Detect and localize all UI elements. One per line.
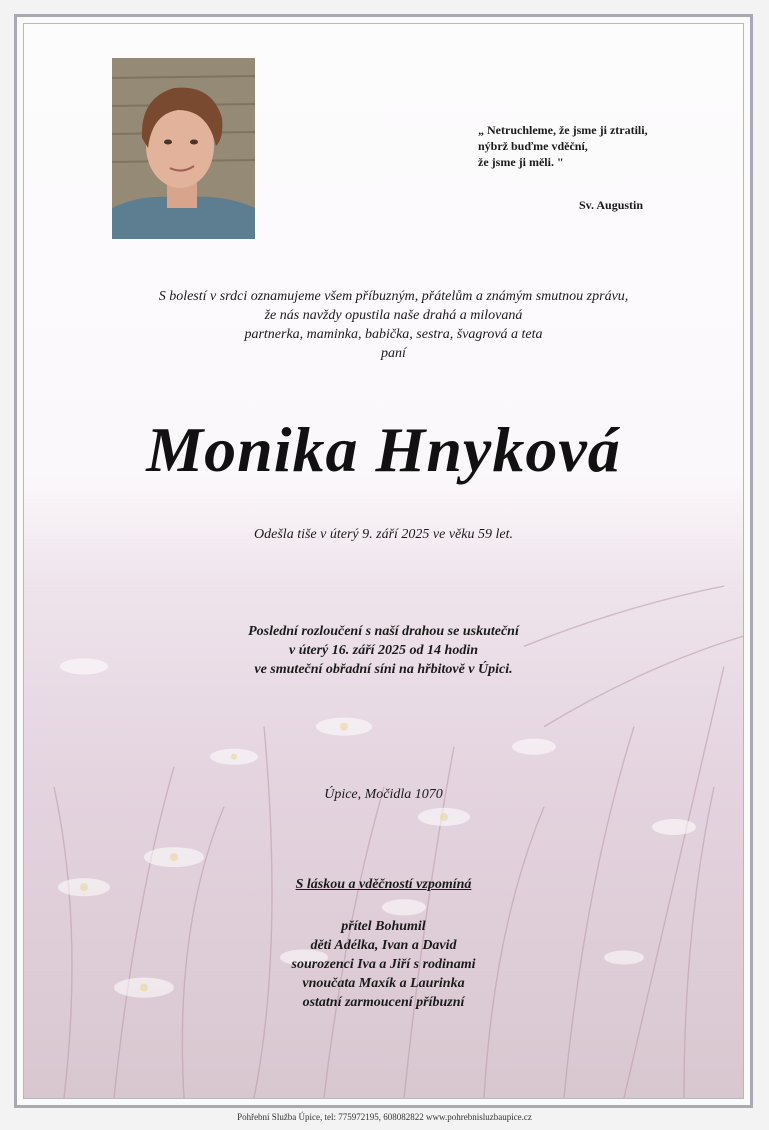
- announcement-line: S bolestí v srdci oznamujeme všem příbuzným, přátelům a známým smutnou zprávu,: [158, 289, 629, 304]
- announcement-line: paní: [381, 346, 406, 361]
- announcement-line: partnerka, maminka, babička, sestra, švagrová a teta: [244, 327, 543, 342]
- remembrance-heading: S láskou a vděčností vzpomíná: [295, 877, 472, 892]
- card-body: [23, 23, 744, 1099]
- funeral-info: [24, 622, 743, 679]
- mourner-item: děti Adélka, Ivan a David: [310, 938, 457, 953]
- footer-contact: Pohřební Služba Úpice, tel: 775972195, 608082822 www.pohrebnisluzbaupice.cz: [237, 1112, 532, 1122]
- quote-author: Sv. Augustin: [579, 198, 644, 212]
- passed-text: Odešla tiše v úterý 9. září 2025 ve věku 59 let.: [254, 527, 513, 542]
- funeral-line: Poslední rozloučení s naší drahou se uskuteční: [248, 624, 519, 639]
- mourner-item: vnoučata Maxík a Laurinka: [302, 976, 465, 991]
- mourners-list: [24, 917, 743, 1012]
- mourner-item: sourozenci Iva a Jiří s rodinami: [291, 957, 476, 972]
- address: Úpice, Močidla 1070: [324, 787, 443, 802]
- mourner-item: ostatní zarmoucení příbuzní: [302, 995, 465, 1010]
- portrait-image: [112, 58, 255, 239]
- deceased-name: Monika Hnyková: [146, 414, 621, 485]
- portrait-photo: [112, 58, 255, 239]
- funeral-line: ve smuteční obřadní síni na hřbitově v Úpici.: [254, 662, 513, 677]
- quote-text: „ Netruchleme, že jsme ji ztratili, nýbrž buďme vděční, že jsme ji měli. ": [478, 123, 648, 169]
- funeral-line: v úterý 16. září 2025 od 14 hodin: [288, 643, 478, 658]
- page-frame: [14, 14, 753, 1108]
- mourner-item: přítel Bohumil: [341, 919, 426, 934]
- announcement: [64, 287, 723, 363]
- announcement-line: že nás navždy opustila naše drahá a milovaná: [264, 308, 523, 323]
